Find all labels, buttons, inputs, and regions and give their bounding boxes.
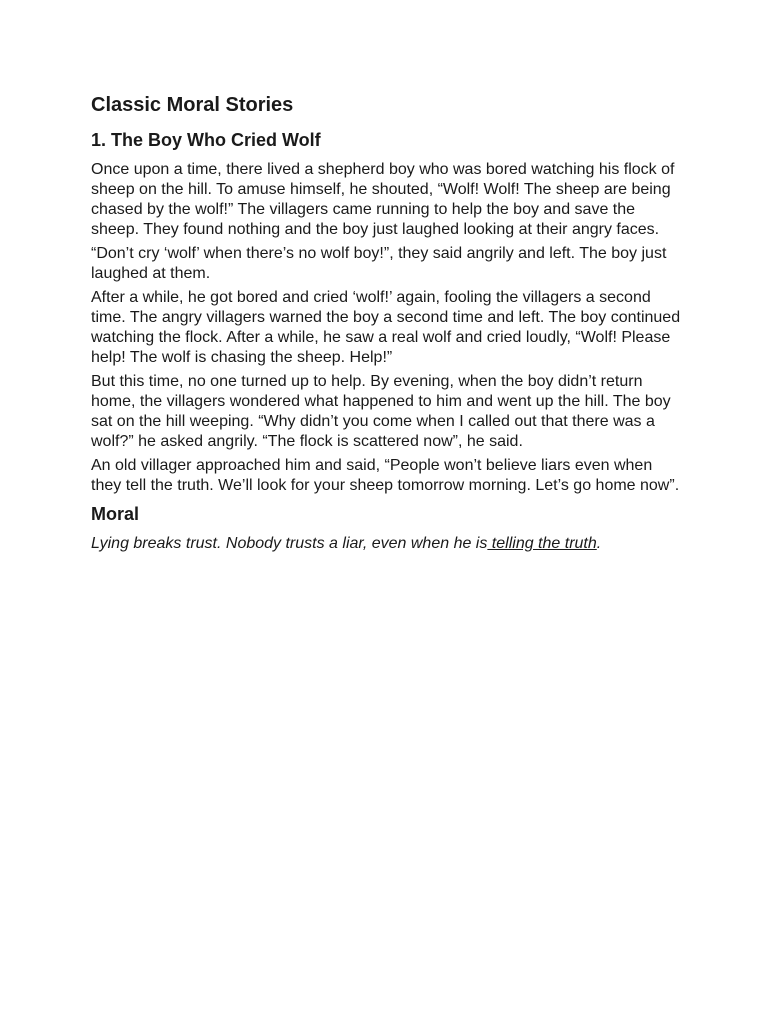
document-page [91, 92, 681, 554]
moral-text-underlined: telling the truth [487, 535, 597, 552]
moral-text-end: . [596, 535, 602, 552]
story-paragraph-1: Once upon a time, there lived a shepherd boy who was bored watching his flock of sheep on the hill. To amuse himself, he shouted, “Wolf! Wolf! The sheep are being chased by the wolf!” The villagers came running to help the boy and save the sheep. They found nothing and the boy just laughed looking at their angry faces. [91, 161, 675, 238]
story-paragraph-4: But this time, no one turned up to help. By evening, when the boy didn’t return home, the villagers wondered what happened to him and went up the hill. The boy sat on the hill weeping. “Why didn’t you come when I called out that there was a wolf?” he asked angrily. “The flock is scattered now”, he said. [91, 373, 671, 450]
moral-text-start: Lying breaks trust. Nobody trusts a liar, even when he is [91, 535, 488, 552]
moral-heading: Moral [91, 504, 140, 524]
document-title: Classic Moral Stories [91, 94, 294, 116]
story-heading: 1. The Boy Who Cried Wolf [91, 130, 321, 150]
moral-text [91, 534, 681, 554]
story-paragraph-2: “Don’t cry ‘wolf’ when there’s no wolf boy!”, they said angrily and left. The boy just laughed at them. [91, 245, 667, 282]
story-paragraph-3: After a while, he got bored and cried ‘wolf!’ again, fooling the villagers a second time. The angry villagers warned the boy a second time and left. The boy continued watching the flock. After a while, he saw a real wolf and cried loudly, “Wolf! Please help! The wolf is chasing the sheep. Help!” [91, 289, 681, 366]
story-paragraph-5: An old villager approached him and said, “People won’t believe liars even when they tell the truth. We’ll look for your sheep tomorrow morning. Let’s go home now”. [91, 457, 680, 494]
